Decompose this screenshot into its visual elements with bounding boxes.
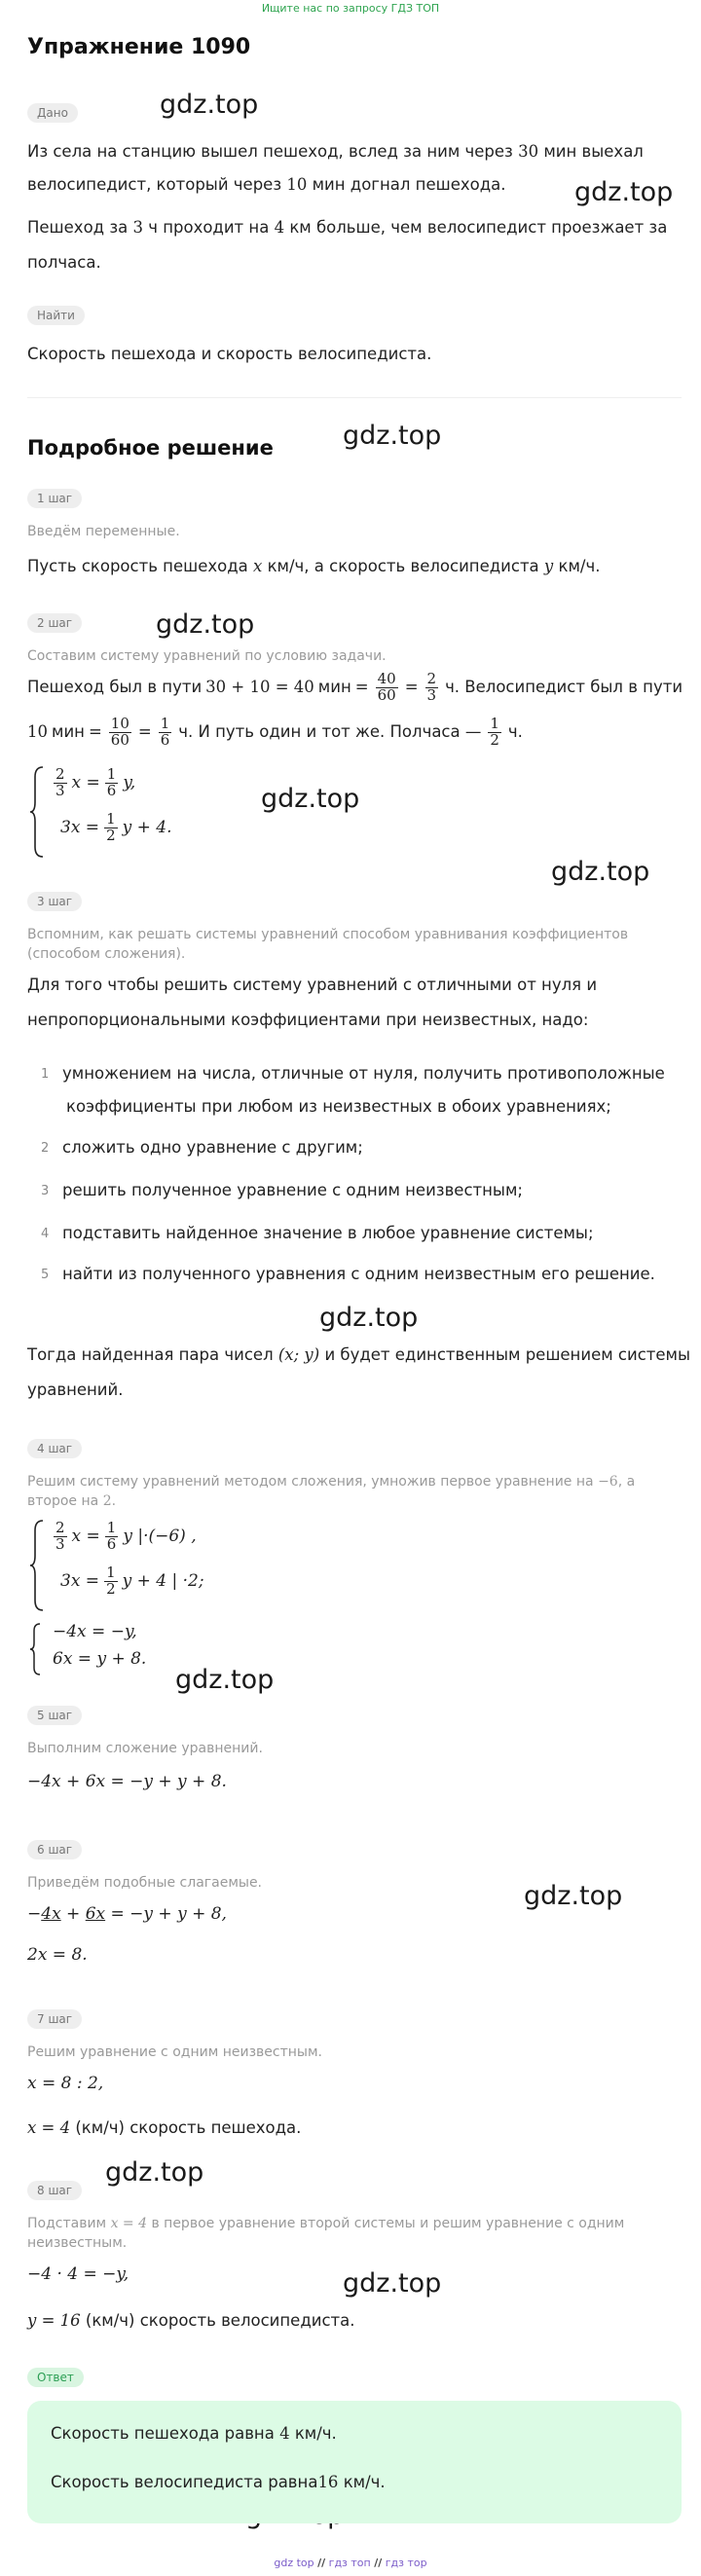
answer-line: Скорость пешехода равна 4 км/ч. — [51, 2424, 337, 2443]
watermark: gdz.top — [156, 609, 255, 640]
footer-link[interactable]: gdz top — [274, 2557, 314, 2569]
watermark: gdz.top — [524, 1881, 623, 1911]
watermark: gdz.top — [551, 857, 650, 887]
step-hint: Введём переменные. — [27, 524, 180, 539]
divider — [27, 397, 682, 398]
watermark: gdz.top — [574, 177, 674, 207]
step-text: Для того чтобы решить систему уравнений с отличными от нуля и — [27, 975, 598, 994]
brace-icon — [29, 765, 47, 859]
list-number: 1 — [41, 1067, 50, 1082]
watermark: gdz.top — [175, 1665, 275, 1695]
given-badge: Дано — [27, 103, 78, 123]
numbered-list — [27, 1057, 682, 1291]
footer-link[interactable]: гдз тор — [385, 2557, 427, 2569]
given-line-1: Из села на станцию вышел пешеход, вслед за ним через 30 мин выехал — [27, 142, 644, 161]
list-item: умножением на числа, отличные от нуля, получить противоположные — [62, 1064, 665, 1083]
step-text: Тогда найденная пара чисел (x; y) и будет единственным решением системы — [27, 1345, 691, 1364]
step-badge: 1 шаг — [27, 489, 82, 508]
equation: y = 16 (км/ч) скорость велосипедиста. — [27, 2311, 355, 2330]
page-title: Упражнение 1090 — [27, 35, 251, 59]
watermark: gdz.top — [105, 2157, 204, 2188]
answer-badge: Ответ — [27, 2368, 84, 2387]
step-text: уравнений. — [27, 1380, 124, 1399]
search-note: Ищите нас по запросу ГДЗ ТОП — [261, 2, 440, 15]
equation-system: $\frac{2}{3}$ x = $\frac{1}{6}$ y, 3x = $\frac{1}{2}$ y + 4. — [27, 763, 319, 861]
step-hint: второе на 2. — [27, 1493, 117, 1509]
list-number: 5 — [41, 1268, 50, 1282]
given-line-3: Пешеход за 3 ч проходит на 4 км больше, чем велосипедист проезжает за — [27, 218, 668, 237]
answer-box — [27, 2401, 682, 2523]
find-text: Скорость пешехода и скорость велосипедиста. — [27, 345, 432, 363]
step-text: Пусть скорость пешехода x км/ч, а скорость велосипедиста y км/ч. — [27, 557, 601, 575]
step-hint: Составим систему уравнений по условию задачи. — [27, 648, 387, 664]
list-item: коэффициенты при любом из неизвестных в обоих уравнениях; — [66, 1097, 611, 1116]
equation-system: $\frac{2}{3}$ x = $\frac{1}{6}$ y |·(−6) , 3x = $\frac{1}{2}$ y + 4 | ·2; — [27, 1517, 417, 1618]
find-badge: Найти — [27, 306, 85, 325]
equation: −4x + 6x = −y + y + 8, — [27, 1904, 227, 1924]
list-number: 3 — [41, 1184, 50, 1198]
step-badge: 4 шаг — [27, 1439, 82, 1458]
list-item: подставить найденное значение в любое уравнение системы; — [62, 1224, 594, 1242]
answer-line: Скорость велосипедиста равна16 км/ч. — [51, 2473, 386, 2491]
step-badge: 7 шаг — [27, 2009, 82, 2029]
watermark: gdz.top — [343, 421, 442, 451]
step-hint: Подставим x = 4 в первое уравнение второй системы и решим уравнение с одним — [27, 2216, 625, 2231]
step-hint: (способом сложения). — [27, 946, 186, 962]
list-item: найти из полученного уравнения с одним неизвестным его решение. — [62, 1265, 655, 1283]
given-line-4: полчаса. — [27, 253, 101, 272]
equation: x = 8 : 2, — [27, 2074, 104, 2093]
step-badge: 5 шаг — [27, 1706, 82, 1725]
watermark: gdz.top — [319, 1303, 419, 1333]
equation: −4x + 6x = −y + y + 8. — [27, 1772, 227, 1791]
step-text: Пешеход был в пути 30 + 10 = 40 мин = $\frac{40}{60}$ = $\frac{2}{3}$ ч. Велосипедист был в пути — [27, 669, 683, 704]
step-badge: 3 шаг — [27, 892, 82, 911]
list-item: решить полученное уравнение с одним неизвестным; — [62, 1181, 523, 1199]
solution-title: Подробное решение — [27, 436, 274, 460]
footer-links: gdz top // гдз топ // гдз тор — [274, 2557, 427, 2569]
step-badge: 2 шаг — [27, 613, 82, 633]
footer-link[interactable]: гдз топ — [328, 2557, 371, 2569]
watermark: gdz.top — [343, 2268, 442, 2299]
list-number: 4 — [41, 1227, 50, 1241]
step-hint: Вспомним, как решать системы уравнений способом уравнивания коэффициентов — [27, 927, 629, 942]
equation: x = 4 (км/ч) скорость пешехода. — [27, 2118, 302, 2137]
watermark: gdz.top — [261, 784, 360, 814]
equation-system: −4x = −y, 6x = y + 8. — [27, 1620, 319, 1678]
step-badge: 8 шаг — [27, 2181, 82, 2200]
step-hint: неизвестным. — [27, 2235, 128, 2251]
given-line-2: велосипедист, который через 10 мин догнал пешехода. — [27, 175, 506, 194]
equation: 2x = 8. — [27, 1945, 88, 1965]
step-badge: 6 шаг — [27, 1840, 82, 1859]
step-hint: Решим уравнение с одним неизвестным. — [27, 2044, 322, 2060]
step-hint: Выполним сложение уравнений. — [27, 1741, 263, 1756]
watermark: gdz.top — [160, 90, 259, 120]
list-item: сложить одно уравнение с другим; — [62, 1138, 363, 1157]
step-hint: Приведём подобные слагаемые. — [27, 1875, 263, 1891]
step-text: непропорциональными коэффициентами при неизвестных, надо: — [27, 1011, 589, 1029]
brace-icon — [29, 1519, 47, 1612]
list-number: 2 — [41, 1141, 50, 1156]
step-hint: Решим систему уравнений методом сложения, умножив первое уравнение на −6, а — [27, 1474, 636, 1490]
equation: −4 · 4 = −y, — [27, 2264, 129, 2284]
brace-icon — [29, 1622, 43, 1676]
step-text: 10 мин = $\frac{10}{60}$ = $\frac{1}{6}$ ч. И путь один и тот же. Полчаса — $\frac{1}{2}$ ч. — [27, 714, 523, 749]
